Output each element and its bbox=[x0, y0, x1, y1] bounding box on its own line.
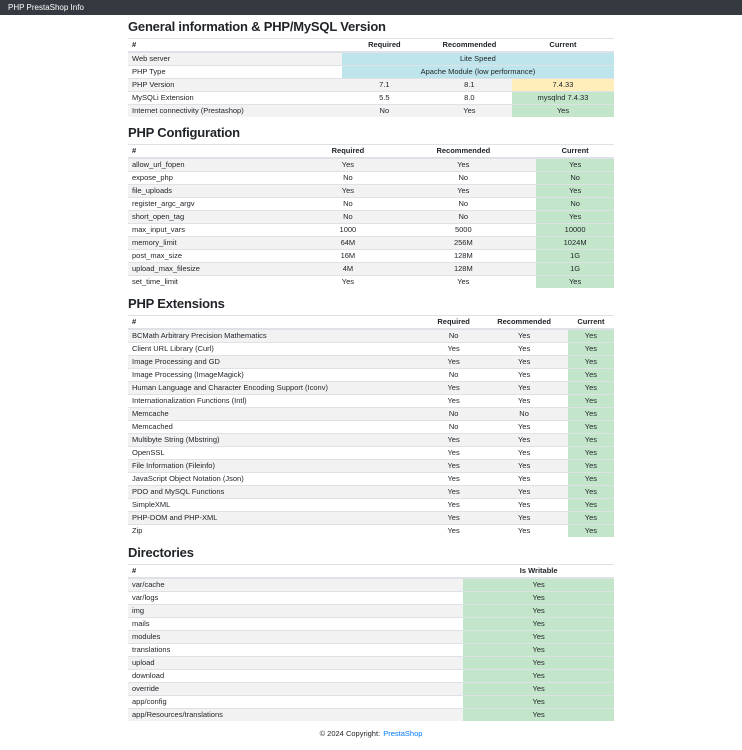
table-row bbox=[128, 578, 614, 592]
cell-required: 16M bbox=[305, 250, 390, 263]
cell-current: Yes bbox=[568, 512, 614, 525]
cell-recommended: Yes bbox=[480, 434, 567, 447]
general-information-table bbox=[128, 38, 614, 117]
table-row bbox=[128, 486, 614, 499]
cell-name: Memcached bbox=[128, 421, 427, 434]
cell-recommended: 256M bbox=[390, 237, 536, 250]
cell-name: override bbox=[128, 683, 463, 696]
cell-name: JavaScript Object Notation (Json) bbox=[128, 473, 427, 486]
column-header-current: Current bbox=[568, 316, 614, 330]
cell-name: OpenSSL bbox=[128, 447, 427, 460]
cell-recommended: Yes bbox=[480, 382, 567, 395]
table-row bbox=[128, 369, 614, 382]
cell-required: 5.5 bbox=[342, 92, 427, 105]
php-configuration-table bbox=[128, 144, 614, 288]
cell-name: translations bbox=[128, 644, 463, 657]
cell-required: No bbox=[427, 369, 480, 382]
cell-required: Yes bbox=[427, 395, 480, 408]
cell-name: var/cache bbox=[128, 578, 463, 592]
column-header-required: Required bbox=[342, 39, 427, 53]
cell-current: Yes bbox=[568, 356, 614, 369]
column-header-current: Current bbox=[512, 39, 614, 53]
table-row bbox=[128, 525, 614, 538]
cell-required: Yes bbox=[427, 343, 480, 356]
cell-writable: Yes bbox=[463, 670, 614, 683]
cell-recommended: Yes bbox=[480, 343, 567, 356]
cell-required: Yes bbox=[427, 525, 480, 538]
cell-current: 1G bbox=[536, 263, 614, 276]
prestashop-link[interactable]: PrestaShop bbox=[383, 729, 423, 738]
cell-name: short_open_tag bbox=[128, 211, 305, 224]
cell-current: Yes bbox=[512, 105, 614, 118]
cell-name: File Information (Fileinfo) bbox=[128, 460, 427, 473]
table-row bbox=[128, 605, 614, 618]
table-row bbox=[128, 263, 614, 276]
navbar-brand[interactable]: PHP PrestaShop Info bbox=[8, 3, 84, 12]
cell-recommended: Yes bbox=[427, 105, 512, 118]
cell-name: download bbox=[128, 670, 463, 683]
cell-current: Yes bbox=[568, 382, 614, 395]
cell-recommended: No bbox=[390, 198, 536, 211]
header-row bbox=[128, 565, 614, 579]
table-row bbox=[128, 421, 614, 434]
table-row bbox=[128, 211, 614, 224]
cell-name: Image Processing (ImageMagick) bbox=[128, 369, 427, 382]
cell-name: max_input_vars bbox=[128, 224, 305, 237]
cell-writable: Yes bbox=[463, 592, 614, 605]
table-row bbox=[128, 618, 614, 631]
cell-current: Yes bbox=[536, 185, 614, 198]
cell-name: PHP Type bbox=[128, 66, 342, 79]
table-row bbox=[128, 382, 614, 395]
table-row bbox=[128, 434, 614, 447]
cell-required: Yes bbox=[427, 434, 480, 447]
cell-current: No bbox=[536, 198, 614, 211]
cell-required: Yes bbox=[427, 473, 480, 486]
cell-name: file_uploads bbox=[128, 185, 305, 198]
cell-recommended: 8.0 bbox=[427, 92, 512, 105]
cell-current: Yes bbox=[568, 329, 614, 343]
cell-recommended: 5000 bbox=[390, 224, 536, 237]
table-row bbox=[128, 657, 614, 670]
table-row bbox=[128, 408, 614, 421]
cell-recommended: Yes bbox=[480, 369, 567, 382]
section-title-general-information: General information & PHP/MySQL Version bbox=[128, 19, 386, 34]
table-row bbox=[128, 644, 614, 657]
table-row bbox=[128, 395, 614, 408]
cell-required: Yes bbox=[427, 486, 480, 499]
cell-required: 64M bbox=[305, 237, 390, 250]
table-row bbox=[128, 696, 614, 709]
cell-current: Yes bbox=[568, 343, 614, 356]
cell-current: Yes bbox=[568, 447, 614, 460]
cell-name: post_max_size bbox=[128, 250, 305, 263]
cell-current: Yes bbox=[568, 486, 614, 499]
cell-current: Yes bbox=[536, 211, 614, 224]
cell-name: upload_max_filesize bbox=[128, 263, 305, 276]
cell-writable: Yes bbox=[463, 696, 614, 709]
table-row bbox=[128, 158, 614, 172]
cell-current: No bbox=[536, 172, 614, 185]
cell-recommended: No bbox=[480, 408, 567, 421]
navbar bbox=[0, 0, 742, 15]
table-row bbox=[128, 79, 614, 92]
cell-recommended: Yes bbox=[480, 447, 567, 460]
cell-name: app/config bbox=[128, 696, 463, 709]
cell-span-value: Apache Module (low performance) bbox=[342, 66, 614, 79]
table-row bbox=[128, 237, 614, 250]
cell-required: 1000 bbox=[305, 224, 390, 237]
cell-recommended: Yes bbox=[480, 512, 567, 525]
table-row bbox=[128, 499, 614, 512]
cell-writable: Yes bbox=[463, 644, 614, 657]
cell-recommended: Yes bbox=[480, 356, 567, 369]
cell-recommended: Yes bbox=[480, 473, 567, 486]
section-title-directories: Directories bbox=[128, 545, 194, 560]
cell-name: expose_php bbox=[128, 172, 305, 185]
copyright-text: © 2024 Copyright: bbox=[319, 729, 381, 738]
section-title-php-configuration: PHP Configuration bbox=[128, 125, 240, 140]
table-row bbox=[128, 592, 614, 605]
cell-recommended: Yes bbox=[480, 486, 567, 499]
table-row bbox=[128, 631, 614, 644]
cell-required: No bbox=[305, 172, 390, 185]
cell-recommended: Yes bbox=[480, 395, 567, 408]
cell-required: Yes bbox=[427, 382, 480, 395]
cell-name: Internet connectivity (Prestashop) bbox=[128, 105, 342, 118]
table-row bbox=[128, 276, 614, 289]
cell-recommended: No bbox=[390, 211, 536, 224]
cell-writable: Yes bbox=[463, 618, 614, 631]
section-php-extensions bbox=[128, 296, 614, 537]
cell-current: Yes bbox=[568, 395, 614, 408]
cell-recommended: Yes bbox=[480, 460, 567, 473]
cell-recommended: Yes bbox=[390, 158, 536, 172]
column-header-col: # bbox=[128, 565, 463, 579]
cell-name: Memcache bbox=[128, 408, 427, 421]
table-row bbox=[128, 224, 614, 237]
cell-recommended: 128M bbox=[390, 263, 536, 276]
cell-recommended: Yes bbox=[390, 185, 536, 198]
cell-recommended: Yes bbox=[480, 329, 567, 343]
cell-current: Yes bbox=[568, 460, 614, 473]
column-header-current: Current bbox=[536, 145, 614, 159]
header-row bbox=[128, 316, 614, 330]
table-row bbox=[128, 92, 614, 105]
cell-name: var/logs bbox=[128, 592, 463, 605]
column-header-col: # bbox=[128, 316, 427, 330]
cell-name: Internationalization Functions (Intl) bbox=[128, 395, 427, 408]
cell-required: Yes bbox=[427, 499, 480, 512]
table-row bbox=[128, 460, 614, 473]
cell-name: upload bbox=[128, 657, 463, 670]
section-php-configuration bbox=[128, 125, 614, 288]
cell-recommended: Yes bbox=[390, 276, 536, 289]
cell-name: allow_url_fopen bbox=[128, 158, 305, 172]
cell-name: Zip bbox=[128, 525, 427, 538]
cell-required: Yes bbox=[427, 460, 480, 473]
header-row bbox=[128, 39, 614, 53]
cell-required: Yes bbox=[305, 158, 390, 172]
cell-required: No bbox=[427, 421, 480, 434]
cell-name: Multibyte String (Mbstring) bbox=[128, 434, 427, 447]
section-title-php-extensions: PHP Extensions bbox=[128, 296, 225, 311]
cell-writable: Yes bbox=[463, 605, 614, 618]
table-row bbox=[128, 52, 614, 66]
cell-current: Yes bbox=[536, 276, 614, 289]
cell-writable: Yes bbox=[463, 709, 614, 722]
column-header-col: # bbox=[128, 39, 342, 53]
cell-current: 7.4.33 bbox=[512, 79, 614, 92]
cell-required: Yes bbox=[427, 447, 480, 460]
cell-writable: Yes bbox=[463, 578, 614, 592]
table-row bbox=[128, 683, 614, 696]
section-directories bbox=[128, 545, 614, 721]
table-row bbox=[128, 105, 614, 118]
cell-writable: Yes bbox=[463, 657, 614, 670]
cell-current: Yes bbox=[568, 499, 614, 512]
cell-current: Yes bbox=[568, 473, 614, 486]
table-row bbox=[128, 250, 614, 263]
cell-name: Web server bbox=[128, 52, 342, 66]
cell-current: mysqlnd 7.4.33 bbox=[512, 92, 614, 105]
cell-name: BCMath Arbitrary Precision Mathematics bbox=[128, 329, 427, 343]
cell-name: MySQLi Extension bbox=[128, 92, 342, 105]
table-row bbox=[128, 473, 614, 486]
cell-current: 1G bbox=[536, 250, 614, 263]
table-row bbox=[128, 670, 614, 683]
cell-writable: Yes bbox=[463, 631, 614, 644]
cell-writable: Yes bbox=[463, 683, 614, 696]
cell-required: 7.1 bbox=[342, 79, 427, 92]
header-row bbox=[128, 145, 614, 159]
cell-name: modules bbox=[128, 631, 463, 644]
cell-name: PHP-DOM and PHP-XML bbox=[128, 512, 427, 525]
cell-recommended: No bbox=[390, 172, 536, 185]
cell-recommended: 8.1 bbox=[427, 79, 512, 92]
section-general-information bbox=[128, 19, 614, 117]
cell-name: PHP Version bbox=[128, 79, 342, 92]
column-header-required: Required bbox=[305, 145, 390, 159]
column-header-col: # bbox=[128, 145, 305, 159]
cell-required: No bbox=[305, 198, 390, 211]
cell-name: PDO and MySQL Functions bbox=[128, 486, 427, 499]
column-header-recommended: Recommended bbox=[480, 316, 567, 330]
cell-current: Yes bbox=[568, 369, 614, 382]
cell-current: Yes bbox=[568, 408, 614, 421]
cell-name: set_time_limit bbox=[128, 276, 305, 289]
cell-required: Yes bbox=[305, 185, 390, 198]
table-row bbox=[128, 709, 614, 722]
cell-required: No bbox=[342, 105, 427, 118]
table-row bbox=[128, 512, 614, 525]
cell-current: 10000 bbox=[536, 224, 614, 237]
cell-current: Yes bbox=[536, 158, 614, 172]
cell-required: Yes bbox=[305, 276, 390, 289]
cell-recommended: Yes bbox=[480, 421, 567, 434]
cell-required: 4M bbox=[305, 263, 390, 276]
cell-name: register_argc_argv bbox=[128, 198, 305, 211]
cell-name: mails bbox=[128, 618, 463, 631]
column-header-required: Required bbox=[427, 316, 480, 330]
cell-required: Yes bbox=[427, 512, 480, 525]
table-row bbox=[128, 447, 614, 460]
table-row bbox=[128, 172, 614, 185]
cell-required: No bbox=[305, 211, 390, 224]
column-header-recommended: Recommended bbox=[427, 39, 512, 53]
cell-name: img bbox=[128, 605, 463, 618]
cell-name: Client URL Library (Curl) bbox=[128, 343, 427, 356]
cell-required: No bbox=[427, 329, 480, 343]
cell-current: Yes bbox=[568, 434, 614, 447]
main-content bbox=[128, 15, 614, 742]
directories-table bbox=[128, 564, 614, 721]
column-header-recommended: Recommended bbox=[390, 145, 536, 159]
table-row bbox=[128, 356, 614, 369]
cell-name: Human Language and Character Encoding Support (Iconv) bbox=[128, 382, 427, 395]
column-header-is-writable: Is Writable bbox=[463, 565, 614, 579]
footer bbox=[128, 729, 614, 742]
cell-name: Image Processing and GD bbox=[128, 356, 427, 369]
cell-name: SimpleXML bbox=[128, 499, 427, 512]
cell-recommended: Yes bbox=[480, 525, 567, 538]
cell-span-value: Lite Speed bbox=[342, 52, 614, 66]
table-row bbox=[128, 66, 614, 79]
cell-recommended: Yes bbox=[480, 499, 567, 512]
cell-current: Yes bbox=[568, 525, 614, 538]
cell-required: Yes bbox=[427, 356, 480, 369]
table-row bbox=[128, 343, 614, 356]
cell-current: Yes bbox=[568, 421, 614, 434]
table-row bbox=[128, 185, 614, 198]
cell-current: 1024M bbox=[536, 237, 614, 250]
cell-name: app/Resources/translations bbox=[128, 709, 463, 722]
cell-recommended: 128M bbox=[390, 250, 536, 263]
cell-required: No bbox=[427, 408, 480, 421]
cell-name: memory_limit bbox=[128, 237, 305, 250]
table-row bbox=[128, 198, 614, 211]
php-extensions-table bbox=[128, 315, 614, 537]
table-row bbox=[128, 329, 614, 343]
